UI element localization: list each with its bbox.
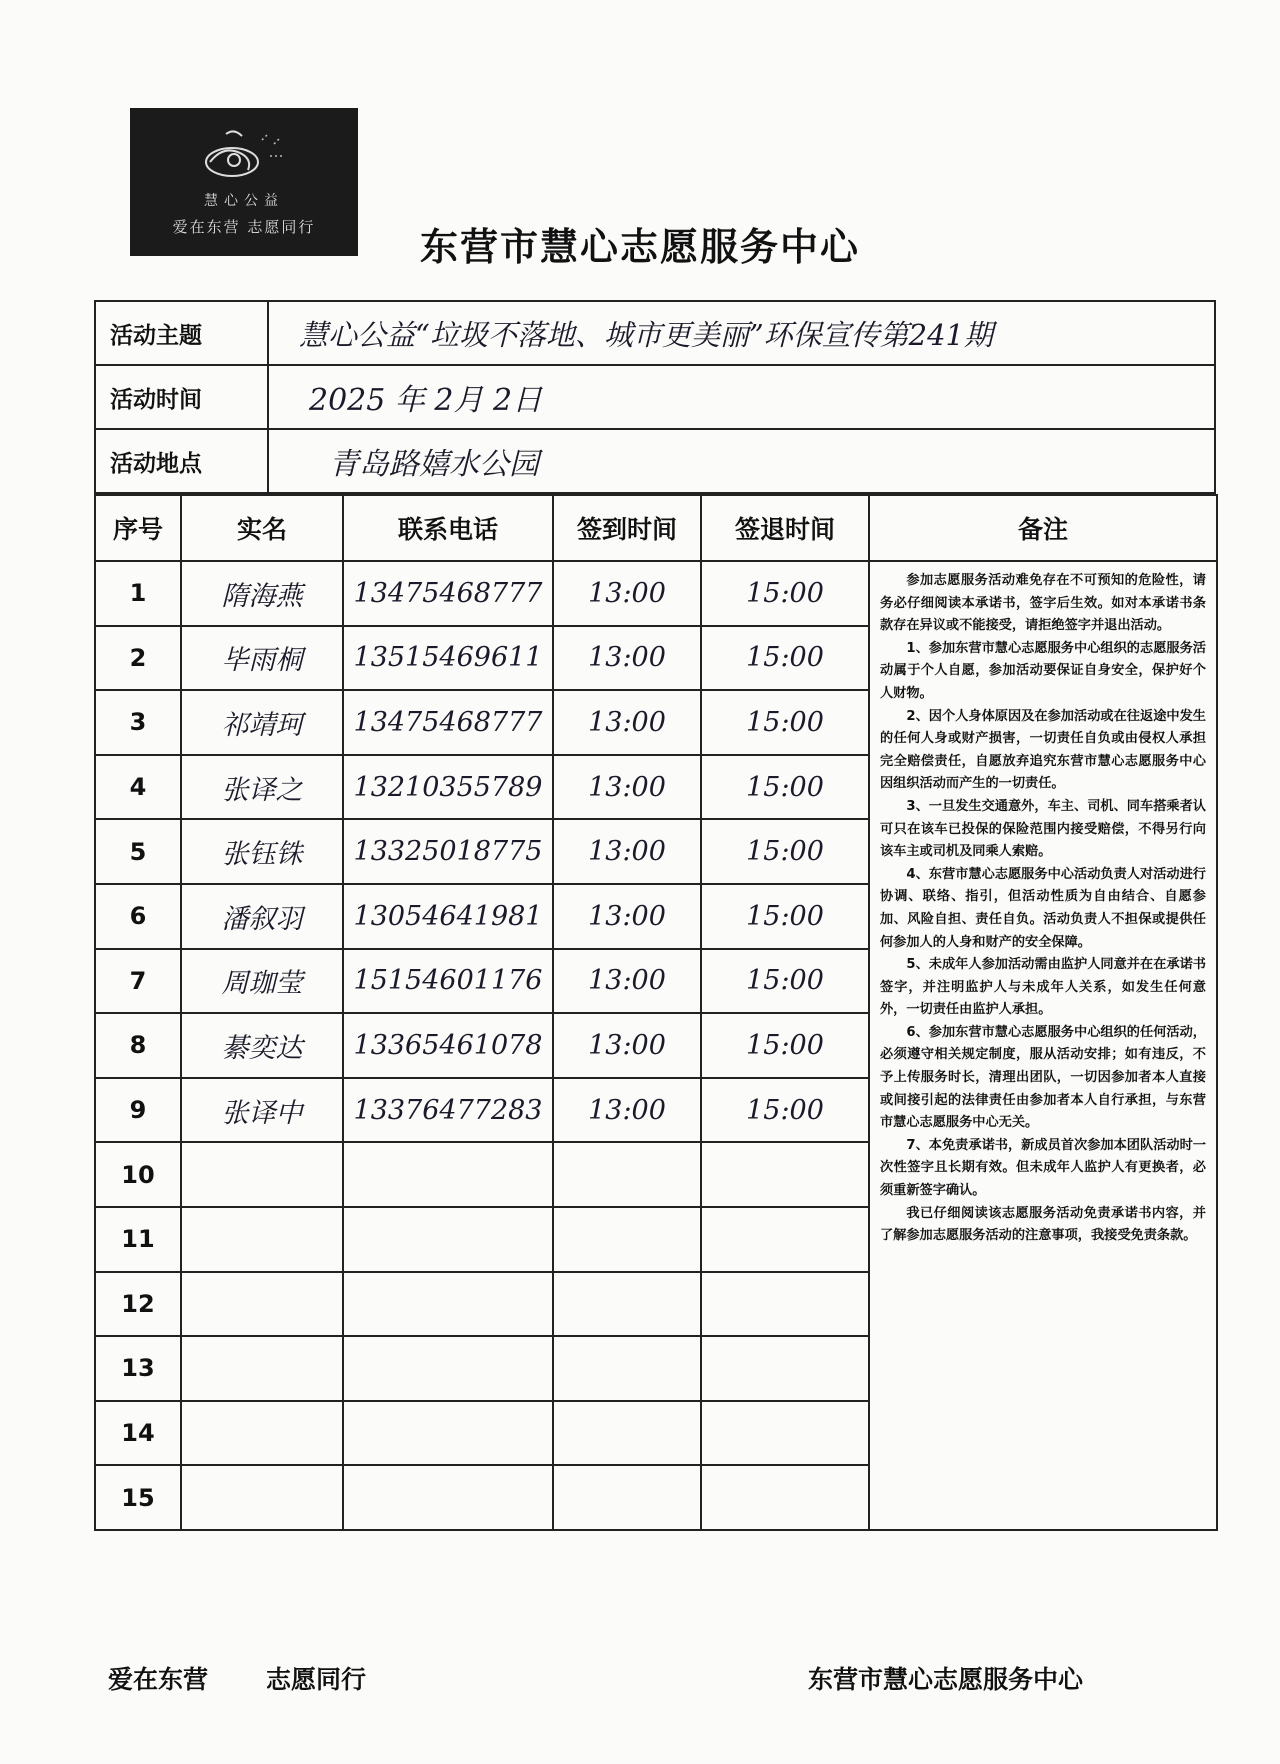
row-checkout: 15:00 bbox=[701, 626, 869, 691]
row-checkin: 13:00 bbox=[553, 626, 701, 691]
row-phone: 13376477283 bbox=[343, 1078, 553, 1143]
info-row-theme bbox=[95, 301, 1215, 365]
row-seq: 3 bbox=[95, 690, 181, 755]
signup-table bbox=[94, 494, 1218, 1531]
row-phone: 13054641981 bbox=[343, 884, 553, 949]
row-name: 张译中 bbox=[181, 1078, 343, 1143]
row-phone: 15154601176 bbox=[343, 949, 553, 1014]
row-name bbox=[181, 1465, 343, 1530]
row-name bbox=[181, 1336, 343, 1401]
info-row-location bbox=[95, 429, 1215, 493]
footer-slogan-2: 志愿同行 bbox=[266, 1665, 367, 1694]
row-seq: 5 bbox=[95, 819, 181, 884]
row-checkin: 13:00 bbox=[553, 884, 701, 949]
info-value-location: 青岛路嬉水公园 bbox=[268, 429, 1215, 493]
remark-paragraph: 我已仔细阅读该志愿服务活动免责承诺书内容，并了解参加志愿服务活动的注意事项，我接受免责条款。 bbox=[880, 1205, 1206, 1244]
row-seq: 6 bbox=[95, 884, 181, 949]
remark-paragraph: 7、本免责承诺书，新成员首次参加本团队活动时一次性签字且长期有效。但未成年人监护人有更换者，必须重新签字确认。 bbox=[880, 1137, 1206, 1199]
document-title: 东营市慧心志愿服务中心 bbox=[419, 225, 860, 269]
row-name: 綦奕达 bbox=[181, 1013, 343, 1078]
row-seq: 1 bbox=[95, 561, 181, 626]
row-checkin: 13:00 bbox=[553, 949, 701, 1014]
remark-paragraph: 参加志愿服务活动难免存在不可预知的危险性，请务必仔细阅读本承诺书，签字后生效。如对本承诺书条款存在异议或不能接受，请拒绝签字并退出活动。 bbox=[880, 573, 1206, 634]
row-phone: 13325018775 bbox=[343, 819, 553, 884]
info-row-time bbox=[95, 365, 1215, 429]
row-checkin: 13:00 bbox=[553, 690, 701, 755]
row-checkout bbox=[701, 1336, 869, 1401]
row-checkout bbox=[701, 1207, 869, 1272]
row-name bbox=[181, 1272, 343, 1337]
row-seq: 2 bbox=[95, 626, 181, 691]
remark-paragraph: 4、东营市慧心志愿服务中心活动负责人对活动进行协调、联络、指引，但活动性质为自由结合、自愿参加、风险自担、责任自负。活动负责人不担保或提供任何参加人的人身和财产的安全保障。 bbox=[880, 866, 1206, 950]
logo-emblem-icon bbox=[190, 126, 298, 186]
row-name bbox=[181, 1207, 343, 1272]
row-phone bbox=[343, 1465, 553, 1530]
row-checkout: 15:00 bbox=[701, 819, 869, 884]
row-checkout: 15:00 bbox=[701, 1078, 869, 1143]
header-checkin: 签到时间 bbox=[553, 495, 701, 561]
row-seq: 4 bbox=[95, 755, 181, 820]
header-name: 实名 bbox=[181, 495, 343, 561]
info-label: 活动主题 bbox=[95, 301, 268, 365]
row-phone bbox=[343, 1142, 553, 1207]
remark-paragraph: 5、未成年人参加活动需由监护人同意并在在承诺书签字，并注明监护人与未成年人关系，如发生任何意外，一切责任由监护人承担。 bbox=[880, 957, 1206, 1018]
logo-name: 慧心公益 bbox=[204, 193, 284, 209]
row-phone: 13210355789 bbox=[343, 755, 553, 820]
row-checkout bbox=[701, 1465, 869, 1530]
info-value-time: 2025 年 2月 2日 bbox=[268, 365, 1215, 429]
row-name: 周珈莹 bbox=[181, 949, 343, 1014]
row-phone: 13475468777 bbox=[343, 561, 553, 626]
row-seq: 8 bbox=[95, 1013, 181, 1078]
row-seq: 12 bbox=[95, 1272, 181, 1337]
remark-paragraph: 1、参加东营市慧心志愿服务中心组织的志愿服务活动属于个人自愿，参加活动要保证自身安全，保护好个人财物。 bbox=[880, 640, 1206, 701]
row-phone bbox=[343, 1336, 553, 1401]
header-remarks: 备注 bbox=[869, 495, 1217, 561]
row-phone: 13365461078 bbox=[343, 1013, 553, 1078]
row-phone bbox=[343, 1401, 553, 1466]
row-phone bbox=[343, 1207, 553, 1272]
info-label: 活动地点 bbox=[95, 429, 268, 493]
remark-paragraph: 6、参加东营市慧心志愿服务中心组织的任何活动，必须遵守相关规定制度，服从活动安排；如有违反，不予上传服务时长，清理出团队，一切因参加者本人直接或间接引起的法律责任由参加者本人自行承担，与东营市慧心志愿服务中心无关。 bbox=[880, 1024, 1206, 1131]
row-phone bbox=[343, 1272, 553, 1337]
row-seq: 15 bbox=[95, 1465, 181, 1530]
row-checkin bbox=[553, 1207, 701, 1272]
header-phone: 联系电话 bbox=[343, 495, 553, 561]
remark-paragraph: 2、因个人身体原因及在参加活动或在往返途中发生的任何人身或财产损害，一切责任自负或由侵权人承担完全赔偿责任，自愿放弃追究东营市慧心志愿服务中心因组织活动而产生的一切责任。 bbox=[880, 708, 1206, 792]
row-phone: 13515469611 bbox=[343, 626, 553, 691]
row-name: 隋海燕 bbox=[181, 561, 343, 626]
footer-organization: 东营市慧心志愿服务中心 bbox=[808, 1665, 1084, 1694]
row-checkin: 13:00 bbox=[553, 561, 701, 626]
row-seq: 14 bbox=[95, 1401, 181, 1466]
info-label: 活动时间 bbox=[95, 365, 268, 429]
row-checkout: 15:00 bbox=[701, 755, 869, 820]
row-checkin bbox=[553, 1401, 701, 1466]
table-row bbox=[95, 561, 1217, 626]
table-header-row bbox=[95, 495, 1217, 561]
row-checkin bbox=[553, 1272, 701, 1337]
row-checkout: 15:00 bbox=[701, 949, 869, 1014]
row-checkin bbox=[553, 1142, 701, 1207]
row-name: 张译之 bbox=[181, 755, 343, 820]
row-checkin bbox=[553, 1465, 701, 1530]
row-phone: 13475468777 bbox=[343, 690, 553, 755]
row-checkin: 13:00 bbox=[553, 1013, 701, 1078]
row-seq: 7 bbox=[95, 949, 181, 1014]
row-checkout bbox=[701, 1272, 869, 1337]
header-checkout: 签退时间 bbox=[701, 495, 869, 561]
row-checkin: 13:00 bbox=[553, 755, 701, 820]
row-checkout: 15:00 bbox=[701, 690, 869, 755]
remarks-cell bbox=[869, 561, 1217, 1530]
row-name: 张钰铢 bbox=[181, 819, 343, 884]
row-seq: 11 bbox=[95, 1207, 181, 1272]
row-name: 祁靖珂 bbox=[181, 690, 343, 755]
row-checkin bbox=[553, 1336, 701, 1401]
row-seq: 9 bbox=[95, 1078, 181, 1143]
row-checkout bbox=[701, 1142, 869, 1207]
row-seq: 13 bbox=[95, 1336, 181, 1401]
row-checkout: 15:00 bbox=[701, 884, 869, 949]
header-seq: 序号 bbox=[95, 495, 181, 561]
row-checkin: 13:00 bbox=[553, 1078, 701, 1143]
row-checkout: 15:00 bbox=[701, 1013, 869, 1078]
row-name: 毕雨桐 bbox=[181, 626, 343, 691]
logo-slogan: 爱在东营 志愿同行 bbox=[172, 218, 316, 236]
footer-slogan-1: 爱在东营 bbox=[108, 1665, 209, 1694]
remark-paragraph: 3、一旦发生交通意外，车主、司机、同车搭乘者认可只在该车已投保的保险范围内接受赔偿，不得另行向该车主或司机及同乘人索赔。 bbox=[880, 798, 1206, 860]
row-seq: 10 bbox=[95, 1142, 181, 1207]
row-name bbox=[181, 1401, 343, 1466]
row-checkin: 13:00 bbox=[553, 819, 701, 884]
row-name bbox=[181, 1142, 343, 1207]
row-checkout bbox=[701, 1401, 869, 1466]
row-name: 潘叙羽 bbox=[181, 884, 343, 949]
info-value-theme: 慧心公益“垃圾不落地、城市更美丽”环保宣传第241期 bbox=[268, 301, 1215, 365]
row-checkout: 15:00 bbox=[701, 561, 869, 626]
activity-info-table bbox=[94, 300, 1216, 494]
